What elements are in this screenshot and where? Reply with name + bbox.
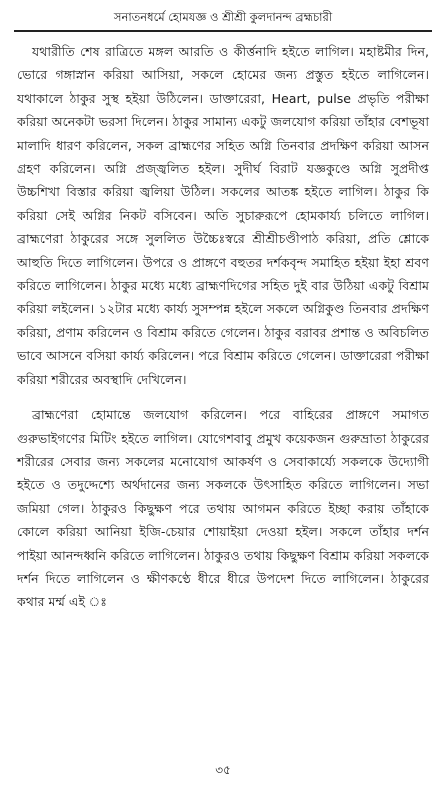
paragraph-1: যথারীতি শেষ রাত্রিতে মঙ্গল আরতি ও কীর্ত্তনাদি হইতে লাগিল। মহাষ্টমীর দিন, ভোরে গঙ্গাস্নান করিয়া আসিয়া, সকলে হোমের জন্য প্রস্তুত হইতে লাগিলেন। যথাকালে ঠাকুর সুস্থ হইয়া উঠিলেন। ডাক্তারেরা, Heart, pulse প্রভৃতি পরীক্ষা করিয়া অনেকটা ভরসা দিলেন। ঠাকুর সামান্য একটু জলযোগ করিয়া তাঁহার বেশভূষা মালাদি ধারণ করিলেন, সকল ব্রাহ্মণের সহিত অগ্নি তিনবার প্রদক্ষিণ করিয়া আসন গ্রহণ করিলেন। অগ্নি প্রজ্জ্বলিত হইল। সুদীর্ঘ বিরাট যজ্ঞকুণ্ডে অগ্নি সুপ্রদীপ্ত উচ্চশিখা বিস্তার করিয়া জ্বলিয়া উঠিল। সকলের আতঙ্ক হইতে লাগিল। ঠাকুর কি করিয়া সেই অগ্নির নিকট বসিবেন। অতি সুচারুরূপে হোমকার্য্য চলিতে লাগিল। ব্রাহ্মণেরা ঠাকুরের সঙ্গে সুললিত উচ্চৈঃস্বরে শ্রীশ্রীচণ্ডীপাঠ করিয়া, প্রতি শ্লোকে আহুতি দিতে লাগিলেন। উপরে ও প্রাঙ্গণে বহুতর দর্শকবৃন্দ সমাহিত হইয়া ইহা শ্রবণ করিতে লাগিলেন। ঠাকুর মধ্যে মধ্যে ব্রাহ্মণদিগের সহিত দুই বার উঠিয়া একটু বিশ্রাম করিয়া লইলেন। ১২টার মধ্যে কার্য্য সুসম্পন্ন হইলে সকলে অগ্নিকুণ্ড তিনবার প্রদক্ষিণ করিয়া, প্রণাম করিলেন ও বিশ্রাম করিতে গেলেন। ঠাকুর বরাবর প্রশান্ত ও অবিচলিত ভাবে আসনে বসিয়া কার্য্য করিলেন। পরে বিশ্রাম করিতে গেলেন। ডাক্তারেরা পরীক্ষা করিয়া শরীরের অবস্থাদি দেখিলেন। (17, 44, 429, 387)
body-text (17, 40, 429, 614)
paragraph-2: ব্রাহ্মণেরা হোমান্তে জলযোগ করিলেন। পরে বাহিরের প্রাঙ্গণে সমাগত গুরুভাইগণের মিটিং হইতে লাগিল। যোগেশবাবু প্রমুখ কয়েকজন গুরুভ্রাতা ঠাকুরের শরীরের সেবার জন্য সকলের মনোযোগ আকর্ষণ ও সেবাকার্য্যে সকলকে উদ্যোগী হইতে ও তদুদ্দেশ্যে অর্থদানের জন্য সকলকে উৎসাহিত করিতে লাগিলেন। সভা জমিয়া গেল। ঠাকুরও কিছুক্ষণ পরে তথায় আগমন করিতে ইচ্ছা করায় তাঁহাকে কোলে করিয়া আনিয়া ইজি-চেয়ার শোয়াইয়া দেওয়া হইল। সকলে তাঁহার দর্শন পাইয়া আনন্দধ্বনি করিতে লাগিলেন। ঠাকুরও তথায় কিছুক্ষণ বিশ্রাম করিয়া সকলকে দর্শন দিতে লাগিলেন ও ক্ষীণকণ্ঠে ধীরে ধীরে উপদেশ দিতে লাগিলেন। ঠাকুরের কথার মর্ম্ম এই ঃ (17, 407, 429, 610)
page-number: ৩৫ (215, 763, 231, 777)
running-header: সনাতনধর্মে হোমযজ্ঞ ও শ্রীশ্রী কুলদানন্দ ব্রহ্মচারী (113, 10, 333, 24)
header-rule (14, 30, 432, 32)
